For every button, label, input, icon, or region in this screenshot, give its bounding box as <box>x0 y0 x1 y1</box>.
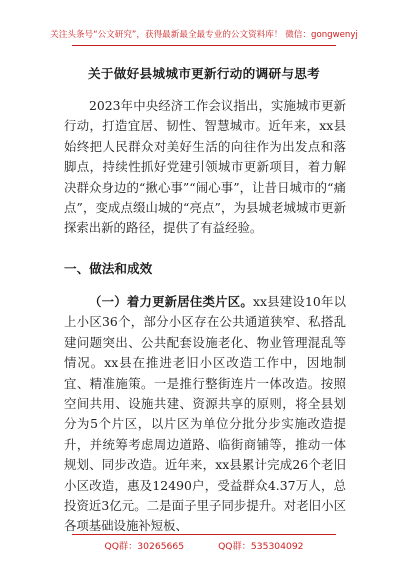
document-title: 关于做好县城城市更新行动的调研与思考 <box>87 66 321 81</box>
subsection-lead: （一）着力更新居住类片区。 <box>89 294 253 309</box>
subsection-body: xx县建设10年以上小区36个，部分小区存在公共通道狭窄、私搭乱建问题突出、公共配套设施老化、物业管理混乱等情况。xx县在推进老旧小区改造工作中，因地制宜、精准施策。一是推行整街连片一体改造。按照空间共用、设施共建、资源共享的原则，将全县划分为5个片区，以片区为单位分批分步实施改造提升，并统筹考虑周边道路、临街商铺等，推动一体规划、同步改造。近年来，xx县累计完成26个老旧小区改造，惠及12490户，受益群众4.37万人，总投资近3亿元。二是面子里子同步提升。对老旧小区各项基础设施补短板、 <box>64 294 346 534</box>
header-banner: 关注头条号“公文研究”，获得最新最全最专业的公文资料库！ 微信：gongwenyj <box>50 30 358 40</box>
footer-qq-group-1: QQ群：30265665 <box>104 541 185 552</box>
header-divider <box>72 45 336 46</box>
footer-contacts <box>0 538 408 552</box>
section-heading: 一、做法和成效 <box>64 261 153 276</box>
intro-paragraph: 2023年中央经济工作会议指出，实施城市更新行动，打造宜居、韧性、智慧城市。近年来，xx县始终把人民群众对美好生活的向往作为出发点和落脚点，持续性抓好党建引领城市更新项目，着力解决群众身边的“揪心事”“闹心事”，让昔日城市的“痛点”，变成点缀山城的“亮点”，为县城老城城市更新探索出新的路径，提供了有益经验。 <box>64 98 346 236</box>
footer-divider <box>72 534 336 535</box>
footer-qq-group-2: QQ群：535304092 <box>218 541 304 552</box>
subsection-paragraph <box>64 292 346 537</box>
